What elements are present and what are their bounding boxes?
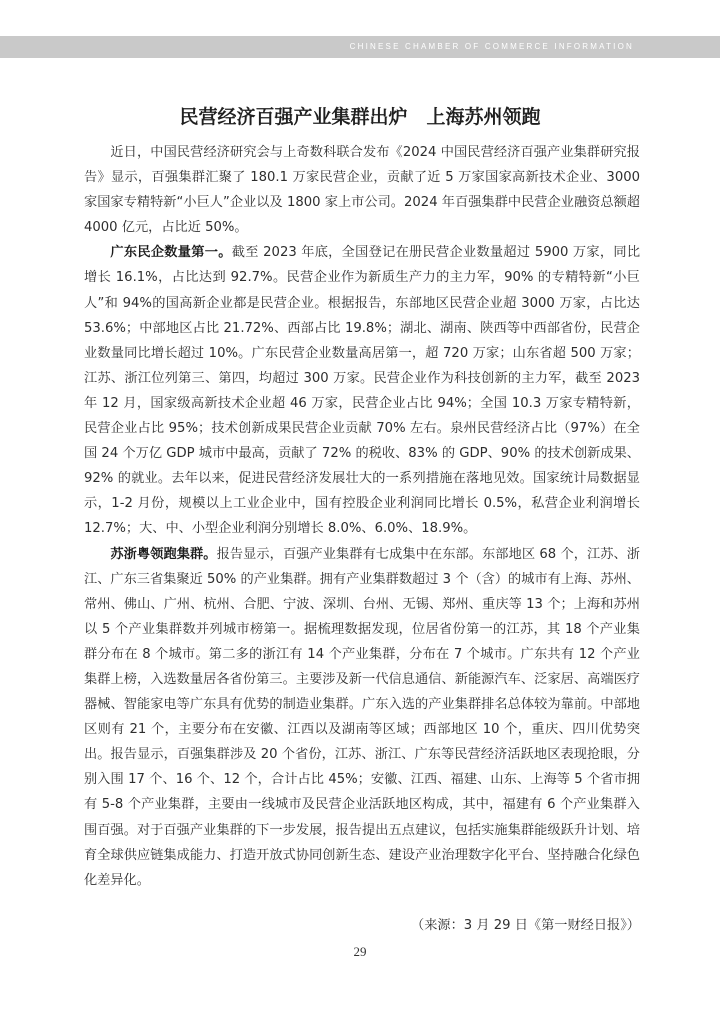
paragraph-intro — [84, 140, 640, 240]
page-number: 29 — [353, 944, 367, 959]
paragraph-clusters — [84, 542, 640, 893]
article-body — [84, 140, 640, 893]
article-source: （来源：3 月 29 日《第一财经日报》） — [411, 918, 640, 933]
article-title: 民营经济百强产业集群出炉 上海苏州领跑 — [179, 106, 541, 128]
paragraph-lead: 苏浙粤领跑集群。 — [110, 546, 217, 562]
paragraph-text: 近日，中国民营经济研究会与上奇数科联合发布《2024 中国民营经济百强产业集群研究报告》显示，百强集群汇聚了 180.1 万家民营企业，贡献了近 5 万家国家高新技术企业、3000 家国家专精特新“小巨人”企业以及 1800 家上市公司。2024 年百强集群中民营企业融资总额超 4000 亿元，占比近 50%。 — [84, 145, 640, 236]
header-banner-text: CHINESE CHAMBER OF COMMERCE INFORMATION — [349, 42, 634, 51]
paragraph-lead: 广东民企数量第一。 — [110, 245, 232, 261]
paragraph-text: 截至 2023 年底，全国登记在册民营企业数量超过 5900 万家，同比增长 16.1%，占比达到 92.7%。民营企业作为新质生产力的主力军，90% 的专精特新“小巨人”和 94%的国高新企业都是民营企业。根据报告，东部地区民营企业超 3000 万家，占比达 53.6%；中部地区占比 21.72%、西部占比 19.8%；湖北、湖南、陕西等中西部省份，民营企业数量同比增长超过 10%。广东民营企业数量高居第一，超 720 万家；山东省超 500 万家；江苏、浙江位列第三、第四，均超过 300 万家。民营企业作为科技创新的主力军，截至 2023 年 12 月，国家级高新技术企业超 46 万家，民营企业占比 94%；全国 10.3 万家专精特新，民营企业占比 95%；技术创新成果民营企业贡献 70% 左右。泉州民营经济占比（97%）在全国 24 个万亿 GDP 城市中最高，贡献了 72% 的税收、83% 的 GDP、90% 的技术创新成果、92% 的就业。去年以来，促进民营经济发展壮大的一系列措施在落地见效。国家统计局数据显示，1-2 月份，规模以上工业企业中，国有控股企业利润同比增长 0.5%，私营企业利润增长 12.7%；大、中、小型企业利润分别增长 8.0%、6.0%、18.9%。 — [84, 245, 641, 537]
paragraph-text: 报告显示，百强产业集群有七成集中在东部。东部地区 68 个，江苏、浙江、广东三省集聚近 50% 的产业集群。拥有产业集群数超过 3 个（含）的城市有上海、苏州、常州、佛山、广州、杭州、合肥、宁波、深圳、台州、无锡、郑州、重庆等 13 个；上海和苏州以 5 个产业集群数并列城市榜第一。据梳理数据发现，位居省份第一的江苏，其 18 个产业集群分布在 8 个城市。第二多的浙江有 14 个产业集群，分布在 7 个城市。广东共有 12 个产业集群上榜，入选数量居各省份第三。主要涉及新一代信息通信、新能源汽车、泛家居、高端医疗器械、智能家电等广东具有优势的制造业集群。广东入选的产业集群排名总体较为靠前。中部地区则有 21 个，主要分布在安徽、江西以及湖南等区域；西部地区 10 个，重庆、四川优势突出。报告显示，百强集群涉及 20 个省份，江苏、浙江、广东等民营经济活跃地区表现抢眼，分别入围 17 个、16 个、12 个，合计占比 45%；安徽、江西、福建、山东、上海等 5 个省市拥有 5-8 个产业集群，主要由一线城市及民营企业活跃地区构成，其中，福建有 6 个产业集群入围百强。对于百强产业集群的下一步发展，报告提出五点建议，包括实施集群能级跃升计划、培育全球供应链集成能力、打造开放式协同创新生态、建设产业治理数字化平台、坚持融合化绿色化差异化。 — [84, 546, 640, 888]
paragraph-guangdong — [84, 240, 640, 541]
